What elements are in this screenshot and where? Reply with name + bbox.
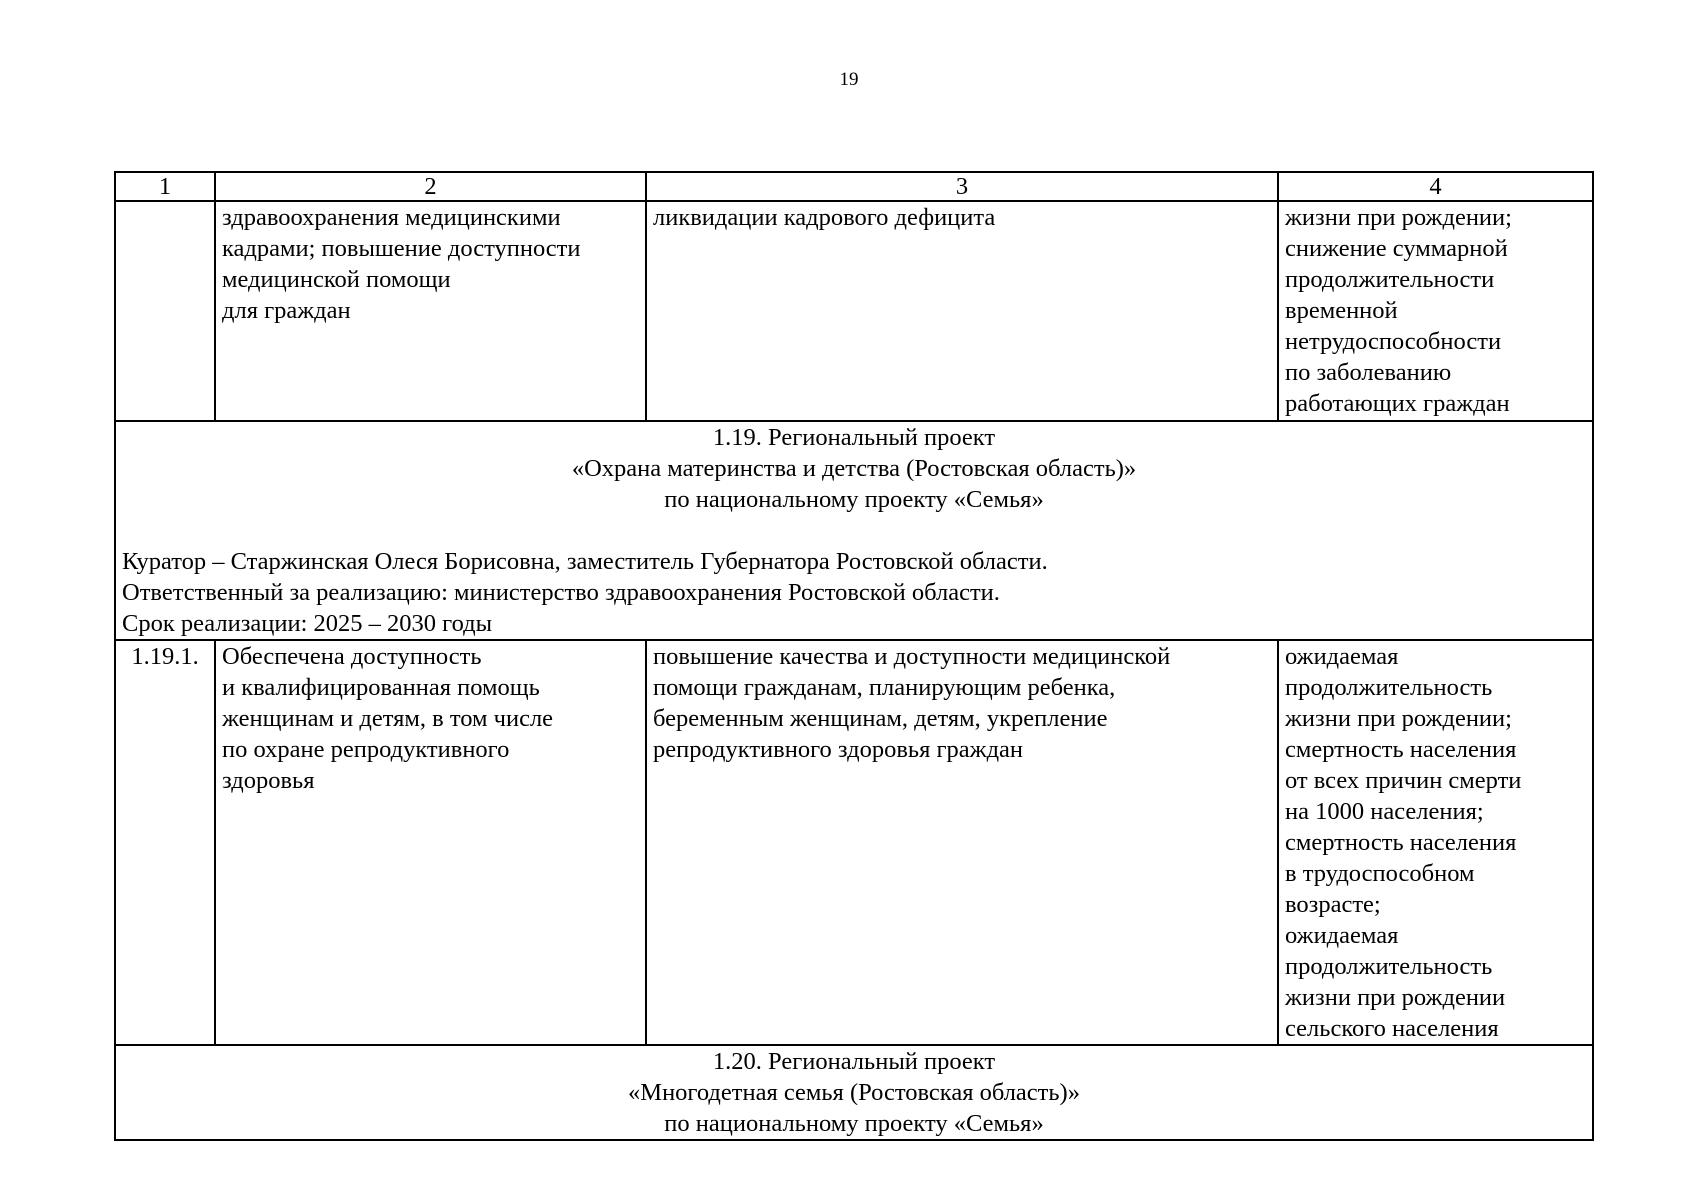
- column-number-3: 3: [646, 172, 1278, 201]
- section-row-1-19: [115, 421, 1593, 640]
- row-tasks-cell: повышение качества и доступности медицинской помощи гражданам, планирующим ребенка, беременным женщинам, детям, укрепление репродуктивного здоровья граждан: [646, 640, 1278, 1045]
- continuation-tasks-cell: ликвидации кадрового дефицита: [646, 201, 1278, 421]
- continuation-number-cell: [115, 201, 215, 421]
- table-row-1-19-1: [115, 640, 1593, 1045]
- document-table: [114, 171, 1594, 1141]
- section-info-1-19: Куратор – Старжинская Олеся Борисовна, заместитель Губернатора Ростовской области. Ответственный за реализацию: министерство здравоохранения Ростовской области. Срок реализации: 2025 – 2030 годы: [122, 548, 1048, 637]
- section-cell-1-19: [115, 421, 1593, 640]
- page-number: 19: [839, 69, 859, 90]
- table-header-row: [115, 172, 1593, 201]
- column-number-4: 4: [1278, 172, 1593, 201]
- continuation-indicators-cell: жизни при рождении; снижение суммарной продолжительности временной нетрудоспособности по заболеванию работающих граждан: [1278, 201, 1593, 421]
- row-number-cell: 1.19.1.: [115, 640, 215, 1045]
- section-cell-1-20: [115, 1045, 1593, 1140]
- section-title-1-19: 1.19. Региональный проект «Охрана материнства и детства (Ростовская область)» по национальному проекту «Семья»: [571, 424, 1137, 513]
- table-row-continuation: [115, 201, 1593, 421]
- section-row-1-20: [115, 1045, 1593, 1140]
- column-number-1: 1: [115, 172, 215, 201]
- continuation-goal-cell: здравоохранения медицинскими кадрами; повышение доступности медицинской помощи для граждан: [215, 201, 646, 421]
- column-number-2: 2: [215, 172, 646, 201]
- section-title-1-20: 1.20. Региональный проект «Многодетная семья (Ростовская область)» по национальному проекту «Семья»: [628, 1048, 1080, 1137]
- row-indicators-cell: ожидаемая продолжительность жизни при рождении; смертность населения от всех причин смерти на 1000 населения; смертность населения в трудоспособном возрасте; ожидаемая продолжительность жизни при рождении сельского населения: [1278, 640, 1593, 1045]
- row-goal-cell: Обеспечена доступность и квалифицированная помощь женщинам и детям, в том числе по охране репродуктивного здоровья: [215, 640, 646, 1045]
